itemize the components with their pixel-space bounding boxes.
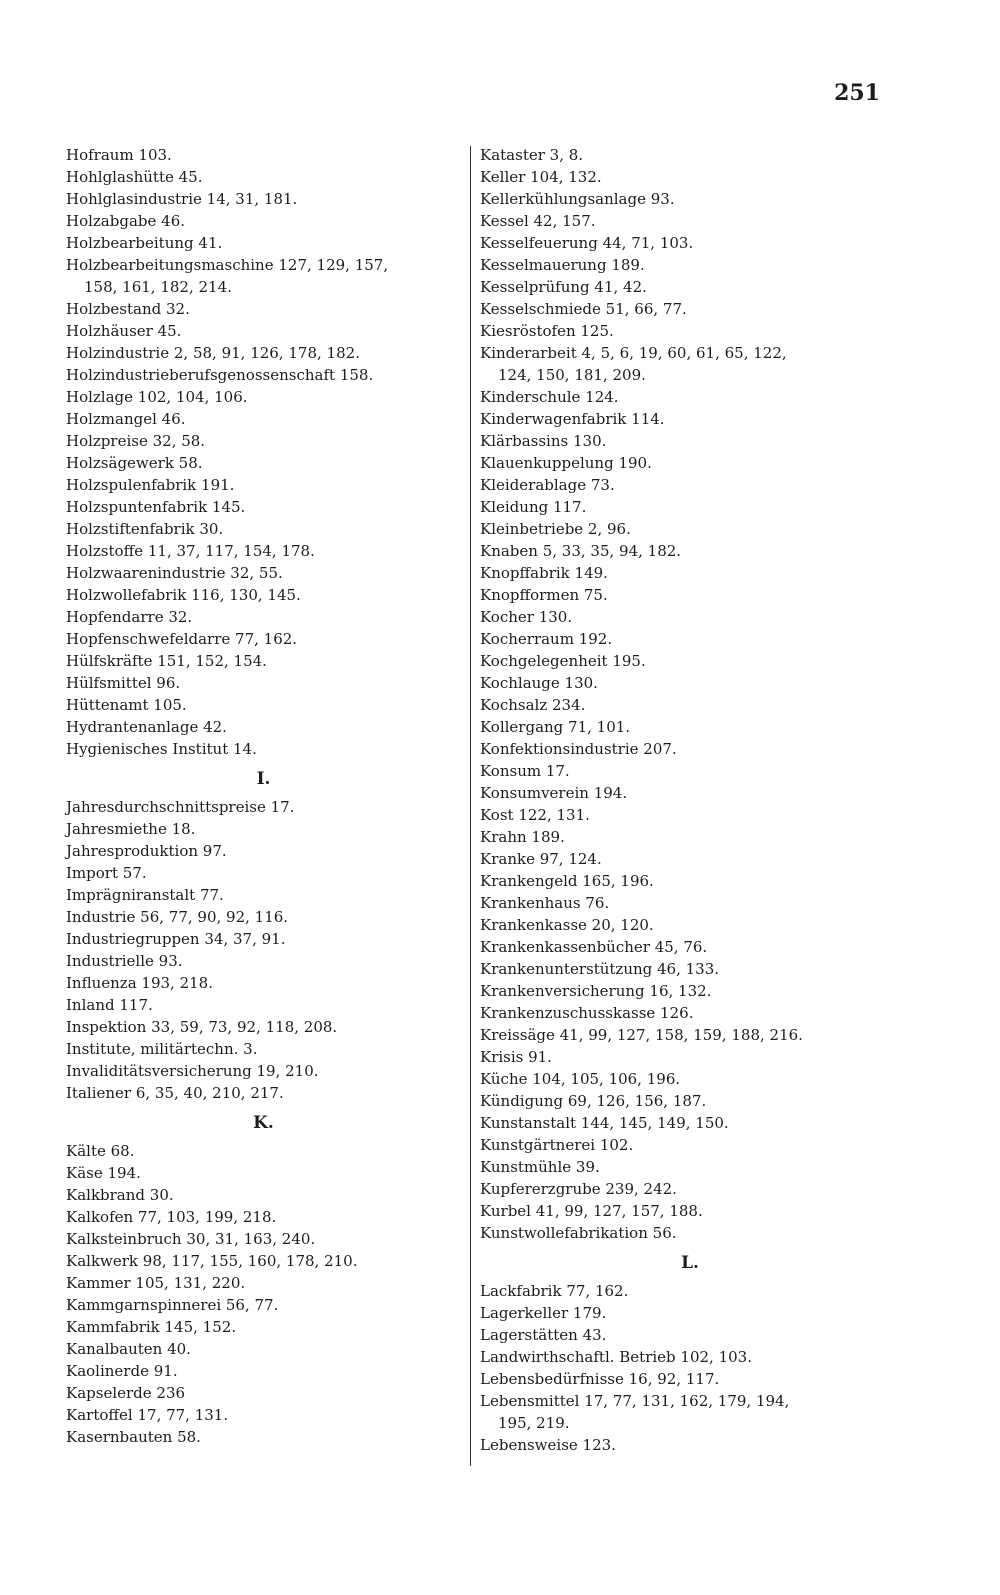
index-entry: Kammgarnspinnerei 56, 77. [66, 1296, 279, 1314]
index-entry: Landwirthschaftl. Betrieb 102, 103. [480, 1348, 752, 1366]
index-entry: Inspektion 33, 59, 73, 92, 118, 208. [66, 1018, 338, 1036]
index-entry: Kunstwollefabrikation 56. [480, 1224, 677, 1242]
index-entry: Kaolinerde 91. [66, 1362, 178, 1380]
index-entry: Kleinbetriebe 2, 96. [480, 520, 631, 538]
index-entry: Holzspulenfabrik 191. [66, 476, 235, 494]
index-entry: Hofraum 103. [66, 146, 172, 164]
index-entry-continuation: 195, 219. [498, 1414, 570, 1432]
index-entry: Jahresproduktion 97. [66, 842, 227, 860]
index-entry: Import 57. [66, 864, 147, 882]
index-entry: Knaben 5, 33, 35, 94, 182. [480, 542, 682, 560]
index-entry: Kessel 42, 157. [480, 212, 596, 230]
index-entry: Imprägniranstalt 77. [66, 886, 224, 904]
index-entry: Holzhäuser 45. [66, 322, 182, 340]
index-group-l [480, 1280, 900, 1456]
index-entry: Kinderwagenfabrik 114. [480, 410, 665, 428]
index-entry: Konfektionsindustrie 207. [480, 740, 677, 758]
index-entry: Hygienisches Institut 14. [66, 740, 257, 758]
index-group-k [66, 1140, 461, 1448]
index-entry: Kündigung 69, 126, 156, 187. [480, 1092, 707, 1110]
column-divider [470, 146, 471, 1466]
index-entry: Holzstiftenfabrik 30. [66, 520, 224, 538]
index-entry: Hohlglashütte 45. [66, 168, 203, 186]
index-entry: Industrielle 93. [66, 952, 183, 970]
index-entry: Krankenversicherung 16, 132. [480, 982, 712, 1000]
index-entry: Holzbestand 32. [66, 300, 190, 318]
index-entry: Holzindustrie 2, 58, 91, 126, 178, 182. [66, 344, 360, 362]
left-index-column [66, 144, 461, 1448]
index-entry: Kost 122, 131. [480, 806, 590, 824]
index-entry: Krankenunterstützung 46, 133. [480, 960, 720, 978]
index-entry: Holzstoffe 11, 37, 117, 154, 178. [66, 542, 315, 560]
index-entry: Kochgelegenheit 195. [480, 652, 646, 670]
index-entry: Klauenkuppelung 190. [480, 454, 652, 472]
index-group-i [66, 796, 461, 1104]
index-entry: Klärbassins 130. [480, 432, 607, 450]
index-entry: Italiener 6, 35, 40, 210, 217. [66, 1084, 284, 1102]
index-entry: Krisis 91. [480, 1048, 552, 1066]
index-entry: Kleiderablage 73. [480, 476, 615, 494]
index-entry: Kälte 68. [66, 1142, 135, 1160]
index-entry: Kochsalz 234. [480, 696, 586, 714]
index-entry: Hüttenamt 105. [66, 696, 187, 714]
index-entry: Holzmangel 46. [66, 410, 186, 428]
index-entry-continuation: 124, 150, 181, 209. [498, 366, 646, 384]
index-entry: Kinderschule 124. [480, 388, 619, 406]
index-entry: Lebensmittel 17, 77, 131, 162, 179, 194, [480, 1392, 790, 1410]
index-entry: Kanalbauten 40. [66, 1340, 191, 1358]
index-entry: Kataster 3, 8. [480, 146, 584, 164]
index-entry: Hopfendarre 32. [66, 608, 193, 626]
index-entry: Lebensbedürfnisse 16, 92, 117. [480, 1370, 720, 1388]
index-entry: Lagerkeller 179. [480, 1304, 607, 1322]
section-heading-l: L. [681, 1253, 699, 1273]
index-entry: Kesselschmiede 51, 66, 77. [480, 300, 687, 318]
index-entry: Influenza 193, 218. [66, 974, 213, 992]
index-entry: Kammer 105, 131, 220. [66, 1274, 246, 1292]
index-entry: Kellerkühlungsanlage 93. [480, 190, 675, 208]
index-entry: Knopffabrik 149. [480, 564, 608, 582]
index-entry: Institute, militärtechn. 3. [66, 1040, 258, 1058]
index-entry: Kunstmühle 39. [480, 1158, 600, 1176]
index-entry: Industriegruppen 34, 37, 91. [66, 930, 286, 948]
index-entry: Kapselerde 236 [66, 1384, 186, 1402]
index-entry: Industrie 56, 77, 90, 92, 116. [66, 908, 289, 926]
index-group-k-continued [480, 144, 900, 1244]
page-number: 251 [834, 80, 880, 106]
index-entry: Kleidung 117. [480, 498, 587, 516]
index-entry: Kunstanstalt 144, 145, 149, 150. [480, 1114, 729, 1132]
index-entry: Kiesröstofen 125. [480, 322, 614, 340]
index-entry: Krankengeld 165, 196. [480, 872, 654, 890]
index-entry: Holzpreise 32, 58. [66, 432, 206, 450]
index-entry: Kinderarbeit 4, 5, 6, 19, 60, 61, 65, 122, [480, 344, 787, 362]
index-entry: Kammfabrik 145, 152. [66, 1318, 237, 1336]
index-entry: Kocher 130. [480, 608, 573, 626]
index-entry: Jahresdurchschnittspreise 17. [66, 798, 295, 816]
index-entry: Kunstgärtnerei 102. [480, 1136, 634, 1154]
index-entry: Kesselmauerung 189. [480, 256, 645, 274]
index-entry: Hülfsmittel 96. [66, 674, 181, 692]
right-index-column [480, 144, 900, 1456]
index-entry: Küche 104, 105, 106, 196. [480, 1070, 681, 1088]
index-entry: Kartoffel 17, 77, 131. [66, 1406, 229, 1424]
index-group-h [66, 144, 461, 760]
index-entry: Kalkofen 77, 103, 199, 218. [66, 1208, 277, 1226]
index-entry: Krankenkassenbücher 45, 76. [480, 938, 708, 956]
index-entry: Holzbearbeitungsmaschine 127, 129, 157, [66, 256, 389, 274]
section-heading-i: I. [256, 769, 271, 789]
index-entry: Kocherraum 192. [480, 630, 613, 648]
index-entry: Kalksteinbruch 30, 31, 163, 240. [66, 1230, 316, 1248]
index-entry: Inland 117. [66, 996, 153, 1014]
index-entry: Holzabgabe 46. [66, 212, 186, 230]
index-entry: Hülfskräfte 151, 152, 154. [66, 652, 267, 670]
index-entry: Kalkbrand 30. [66, 1186, 174, 1204]
index-entry: Kupfererzgrube 239, 242. [480, 1180, 677, 1198]
index-entry: Holzbearbeitung 41. [66, 234, 223, 252]
index-entry: Holzindustrieberufsgenossenschaft 158. [66, 366, 374, 384]
index-entry: Holzlage 102, 104, 106. [66, 388, 248, 406]
index-entry: Holzwollefabrik 116, 130, 145. [66, 586, 301, 604]
index-entry: Holzwaarenindustrie 32, 55. [66, 564, 283, 582]
index-entry: Konsumverein 194. [480, 784, 628, 802]
index-entry: Käse 194. [66, 1164, 141, 1182]
index-entry: Krahn 189. [480, 828, 565, 846]
section-heading-k: K. [253, 1113, 274, 1133]
index-entry: Jahresmiethe 18. [66, 820, 196, 838]
index-entry: Kurbel 41, 99, 127, 157, 188. [480, 1202, 703, 1220]
index-entry: Kranke 97, 124. [480, 850, 602, 868]
index-entry: Invaliditätsversicherung 19, 210. [66, 1062, 319, 1080]
index-entry: Krankenhaus 76. [480, 894, 610, 912]
index-entry: Kesselfeuerung 44, 71, 103. [480, 234, 694, 252]
index-entry: Lebensweise 123. [480, 1436, 616, 1454]
index-entry: Hopfenschwefeldarre 77, 162. [66, 630, 298, 648]
index-entry: Kalkwerk 98, 117, 155, 160, 178, 210. [66, 1252, 358, 1270]
index-entry: Kreissäge 41, 99, 127, 158, 159, 188, 216. [480, 1026, 803, 1044]
index-entry: Krankenzuschusskasse 126. [480, 1004, 694, 1022]
index-entry: Krankenkasse 20, 120. [480, 916, 654, 934]
index-entry: Kasernbauten 58. [66, 1428, 201, 1446]
index-entry-continuation: 158, 161, 182, 214. [84, 278, 232, 296]
index-entry: Hydrantenanlage 42. [66, 718, 227, 736]
index-entry: Keller 104, 132. [480, 168, 602, 186]
index-entry: Lagerstätten 43. [480, 1326, 607, 1344]
index-entry: Kochlauge 130. [480, 674, 598, 692]
index-entry: Lackfabrik 77, 162. [480, 1282, 629, 1300]
index-entry: Kesselprüfung 41, 42. [480, 278, 647, 296]
index-entry: Holzspuntenfabrik 145. [66, 498, 246, 516]
index-entry: Holzsägewerk 58. [66, 454, 203, 472]
index-entry: Hohlglasindustrie 14, 31, 181. [66, 190, 298, 208]
index-entry: Kollergang 71, 101. [480, 718, 631, 736]
index-entry: Konsum 17. [480, 762, 570, 780]
index-entry: Knopfformen 75. [480, 586, 608, 604]
